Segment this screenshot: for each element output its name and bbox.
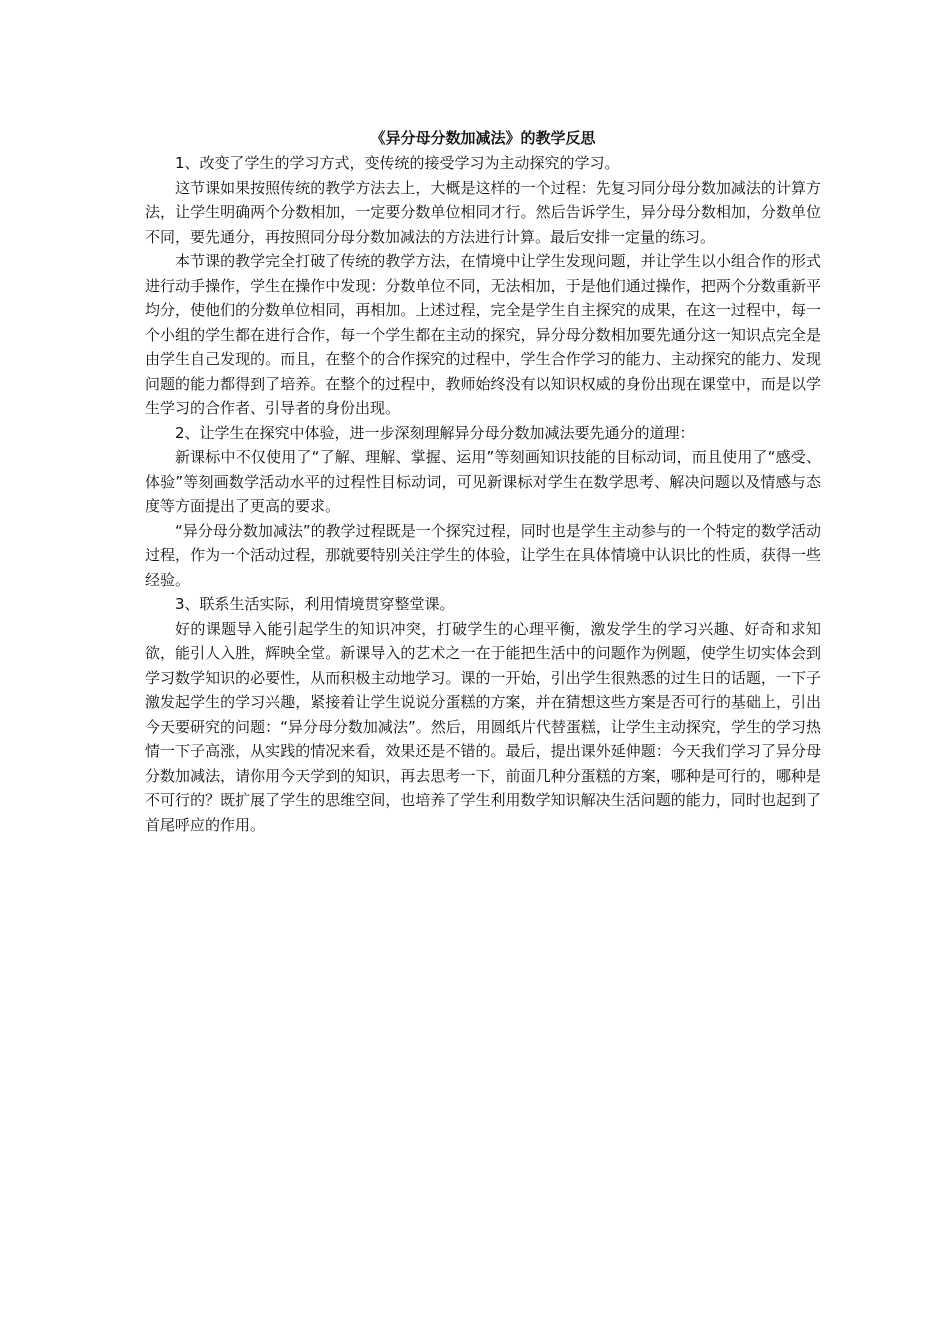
- paragraph: 新课标中不仅使用了“了解、理解、掌握、运用”等刻画知识技能的目标动词，而且使用了“感受、体验”等刻画数学活动水平的过程性目标动词，可见新课标对学生在数学思考、解决问题以及情感与态度等方面提出了更高的要求。: [145, 448, 821, 515]
- section-heading-2: 2、让学生在探究中体验，进一步深刻理解异分母分数加减法要先通分的道理：: [175, 423, 695, 442]
- paragraph: 这节课如果按照传统的教学方法去上，大概是这样的一个过程：先复习同分母分数加减法的计算方法，让学生明确两个分数相加，一定要分数单位相同才行。然后告诉学生，异分母分数相加，分数单位不同，要先通分，再按照同分母分数加减法的方法进行计算。最后安排一定量的练习。: [145, 178, 821, 246]
- paragraph: “异分母分数加减法”的教学过程既是一个探究过程，同时也是学生主动参与的一个特定的数学活动过程，作为一个活动过程，那就要特别关注学生的体验，让学生在具体情境中认识比的性质，获得一些经验。: [145, 521, 821, 589]
- section-heading-1: 1、改变了学生的学习方式，变传统的接受学习为主动探究的学习。: [175, 154, 620, 172]
- document-title: 《异分母分数加减法》的教学反思: [370, 129, 596, 147]
- paragraph: 本节课的教学完全打破了传统的教学方法，在情境中让学生发现问题，并让学生以小组合作的形式进行动手操作，学生在操作中发现：分数单位不同，无法相加，于是他们通过操作，把两个分数重新平均分，使他们的分数单位相同，再相加。上述过程，完全是学生自主探究的成果，在这一过程中，每一个小组的学生都在进行合作，每一个学生都在主动的探究，异分母分数相加要先通分这一知识点完全是由学生自己发现的。而且，在整个的合作探究的过程中，学生合作学习的能力、主动探究的能力、发现问题的能力都得到了培养。在整个的过程中，教师始终没有以知识权威的身份出现在课堂中，而是以学生学习的合作者、引导者的身份出现。: [145, 252, 821, 417]
- document-body: [145, 126, 821, 837]
- paragraph: 好的课题导入能引起学生的知识冲突，打破学生的心理平衡，激发学生的学习兴趣、好奇和求知欲，能引人入胜，辉映全堂。新课导入的艺术之一在于能把生活中的问题作为例题，使学生切实体会到学习数学知识的必要性，从而积极主动地学习。课的一开始，引出学生很熟悉的过生日的话题，一下子激发起学生的学习兴趣，紧接着让学生说说分蛋糕的方案，并在猜想这些方案是否可行的基础上，引出今天要研究的问题：“异分母分数加减法”。然后，用圆纸片代替蛋糕，让学生主动探究，学生的学习热情一下子高涨，从实践的情况来看，效果还是不错的。最后，提出课外延伸题：今天我们学习了异分母分数加减法，请你用今天学到的知识，再去思考一下，前面几种分蛋糕的方案，哪种是可行的，哪种是不可行的？既扩展了学生的思维空间，也培养了学生利用数学知识解决生活问题的能力，同时也起到了首尾呼应的作用。: [145, 619, 821, 834]
- section-heading-3: 3、联系生活实际，利用情境贯穿整堂课。: [175, 595, 455, 613]
